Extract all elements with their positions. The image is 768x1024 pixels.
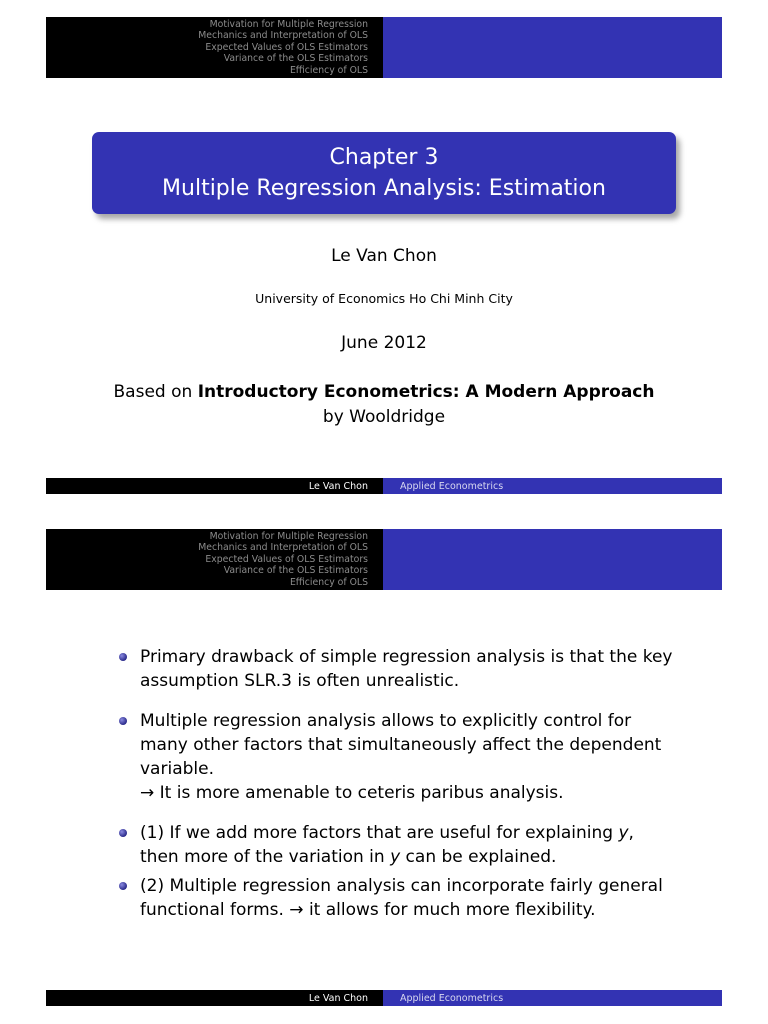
nav-item-efficiency[interactable]: Efficiency of OLS: [289, 576, 368, 588]
author-name: Le Van Chon: [331, 246, 437, 266]
section-navigation: [46, 17, 383, 78]
chapter-label: Chapter 3: [329, 145, 439, 170]
header-bar: [46, 17, 722, 78]
nav-item-motivation[interactable]: Motivation for Multiple Regression: [209, 530, 368, 542]
header-accent: [383, 529, 722, 590]
bullet-subtext: → It is more amenable to ceteris paribus analysis.: [140, 783, 564, 803]
bullet-list: [116, 645, 676, 922]
bullet-icon: [119, 653, 127, 661]
footer-course: Applied Econometrics: [383, 478, 722, 494]
nav-item-mechanics[interactable]: Mechanics and Interpretation of OLS: [198, 542, 368, 554]
nav-item-variance[interactable]: Variance of the OLS Estimators: [223, 565, 368, 577]
footer-bar: [46, 478, 722, 494]
footer-course: Applied Econometrics: [383, 990, 722, 1006]
bullet-text-part: , then more of the variation in: [140, 823, 634, 867]
bullet-text: Primary drawback of simple regression analysis is that the key assumption SLR.3 is often unrealistic.: [140, 647, 673, 691]
based-on-prefix: Based on: [113, 382, 198, 402]
presentation-date: June 2012: [341, 333, 427, 353]
footer-author: Le Van Chon: [46, 478, 383, 494]
header-bar: [46, 529, 722, 590]
title-slide: [46, 17, 722, 494]
math-variable-y: y: [618, 823, 629, 843]
nav-item-mechanics[interactable]: Mechanics and Interpretation of OLS: [198, 30, 368, 42]
chapter-title: Multiple Regression Analysis: Estimation: [162, 176, 606, 201]
bullet-text-part: can be explained.: [400, 847, 557, 867]
reference-note: [46, 380, 722, 430]
title-block: [92, 132, 676, 214]
institution: University of Economics Ho Chi Minh City: [255, 291, 513, 306]
bullet-text-part: (1) If we add more factors that are useful for explaining: [140, 823, 619, 843]
nav-item-efficiency[interactable]: Efficiency of OLS: [289, 64, 368, 76]
bullet-icon: [119, 829, 127, 837]
list-item: [116, 645, 676, 693]
list-item: [116, 709, 676, 805]
list-item: [116, 874, 676, 922]
nav-item-motivation[interactable]: Motivation for Multiple Regression: [209, 18, 368, 30]
bullet-icon: [119, 882, 127, 890]
content-slide: [46, 529, 722, 1006]
bullet-text: Multiple regression analysis allows to explicitly control for many other factors that simultaneously affect the dependent variable.: [140, 711, 662, 779]
book-author: by Wooldridge: [322, 407, 446, 427]
footer-bar: [46, 990, 722, 1006]
list-item: [116, 821, 676, 869]
header-accent: [383, 17, 722, 78]
nav-item-expected-values[interactable]: Expected Values of OLS Estimators: [205, 41, 368, 53]
footer-author: Le Van Chon: [46, 990, 383, 1006]
bullet-icon: [119, 717, 127, 725]
book-title: Introductory Econometrics: A Modern Approach: [197, 382, 655, 402]
math-variable-y: y: [390, 847, 401, 867]
bullet-text: (2) Multiple regression analysis can incorporate fairly general functional forms. → it allows for much more flexibility.: [140, 876, 663, 920]
section-navigation: [46, 529, 383, 590]
nav-item-expected-values[interactable]: Expected Values of OLS Estimators: [205, 553, 368, 565]
nav-item-variance[interactable]: Variance of the OLS Estimators: [223, 53, 368, 65]
